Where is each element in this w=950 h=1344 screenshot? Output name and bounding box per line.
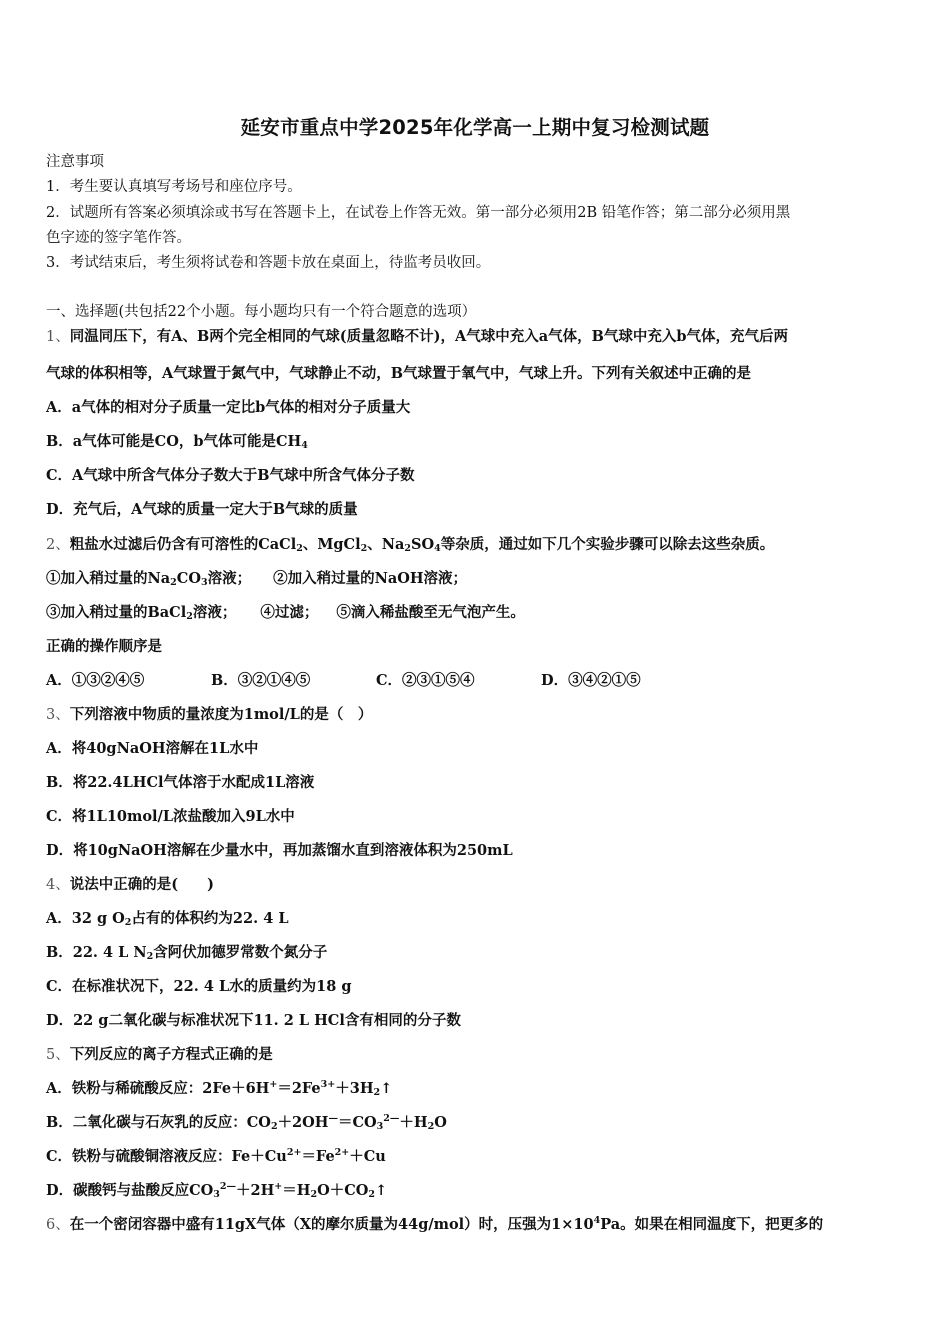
q5-option-c: C．铁粉与硫酸铜溶液反应：$Fe+Cu^{2+}=Fe^{2+}+Cu$ [46,1147,386,1165]
q2-option-c: C．②③①⑤④ [376,672,475,689]
q2-steps-3-5: ③加入稍过量的BaCl$_2$溶液； ④过滤； ⑤滴入稀盐酸至无气泡产生。 [46,604,525,622]
q3-option-a: A．将40gNaOH溶解在1L水中 [46,740,259,757]
q5-option-a: A．铁粉与稀硫酸反应：$2Fe+6H^+=2Fe^{3+}+3H_2↑$ [46,1079,393,1098]
question-3-stem: 3、下列溶液中物质的量浓度为1mol/L的是（ ） [46,706,373,723]
q2-option-a: A．①③②④⑤ [46,672,145,689]
q1-option-b: B．a气体可能是CO，b气体可能是$CH_4$ [46,433,308,451]
page-title: 延安市重点中学2025年化学高一上期中复习检测试题 [240,116,710,139]
question-6-stem: 6、在一个密闭容器中盛有11gX气体（X的摩尔质量为44g/mol）时，压强为$1\times 10^4Pa$。如果在相同温度下，把更多的 [46,1215,824,1233]
q1-option-c: C．A气球中所含气体分子数大于B气球中所含气体分子数 [46,467,415,484]
q2-steps-1-2: ①加入稍过量的$Na_2CO_3$溶液； ②加入稍过量的NaOH溶液； [46,570,468,588]
notice-item: 2．试题所有答案必须填涂或书写在答题卡上，在试卷上作答无效。第一部分必须用2B 铅笔作答；第二部分必须用黑 [46,205,791,221]
q4-option-a: A．32 g $O_2$占有的体积约为22. 4 L [46,910,289,928]
question-1-stem-cont: 气球的体积相等，A气球置于氮气中，气球静止不动，B气球置于氧气中，气球上升。下列有关叙述中正确的是 [46,365,752,382]
q2-option-b: B．③②①④⑤ [211,672,311,689]
q1-option-a: A．a气体的相对分子质量一定比b气体的相对分子质量大 [46,399,411,416]
q3-option-b: B．将22.4LHCl气体溶于水配成1L溶液 [46,774,315,791]
notice-heading: 注意事项 [46,154,104,170]
notice-item: 3．考试结束后，考生须将试卷和答题卡放在桌面上，待监考员收回。 [46,255,491,271]
q2-options [46,671,908,691]
q3-option-d: D．将10gNaOH溶解在少量水中，再加蒸馏水直到溶液体积为250mL [46,842,513,859]
q2-option-d: D．③④②①⑤ [541,672,641,689]
q3-option-c: C．将1L10mol/L浓盐酸加入9L水中 [46,808,295,825]
q5-option-b: B．二氧化碳与石灰乳的反应：$CO_2+2OH^—=CO_3^{2—}+H_2O$ [46,1113,447,1132]
question-1-stem: 1、同温同压下，有A、B两个完全相同的气球(质量忽略不计)，A气球中充入a气体，B气球中充入b气体，充气后两 [46,328,788,345]
notice-item: 1．考生要认真填写考场号和座位序号。 [46,179,302,195]
question-5-stem: 5、下列反应的离子方程式正确的是 [46,1046,273,1063]
question-2-stem: 2、粗盐水过滤后仍含有可溶性的CaCl$_2$、MgCl$_2$、$Na_2SO_4$等杂质，通过如下几个实验步骤可以除去这些杂质。 [46,536,775,554]
q4-option-b: B．22. 4 L $N_2$含阿伏加德罗常数个氮分子 [46,944,328,962]
q2-ask: 正确的操作顺序是 [46,638,162,655]
q4-option-c: C．在标准状况下，22. 4 L水的质量约为18 g [46,978,352,995]
section-heading: 一、选择题(共包括22个小题。每小题均只有一个符合题意的选项） [46,304,477,320]
q4-option-d: D．22 g二氧化碳与标准状况下11. 2 L HCl含有相同的分子数 [46,1012,461,1029]
notice-item: 色字迹的签字笔作答。 [46,230,191,246]
q5-option-d: D．碳酸钙与盐酸反应$CO_3^{2—}+2H^+=H_2O+CO_2↑$ [46,1181,388,1200]
question-number: 1、 [46,329,70,345]
q1-option-d: D．充气后，A气球的质量一定大于B气球的质量 [46,501,358,518]
question-4-stem: 4、说法中正确的是( ) [46,876,214,893]
